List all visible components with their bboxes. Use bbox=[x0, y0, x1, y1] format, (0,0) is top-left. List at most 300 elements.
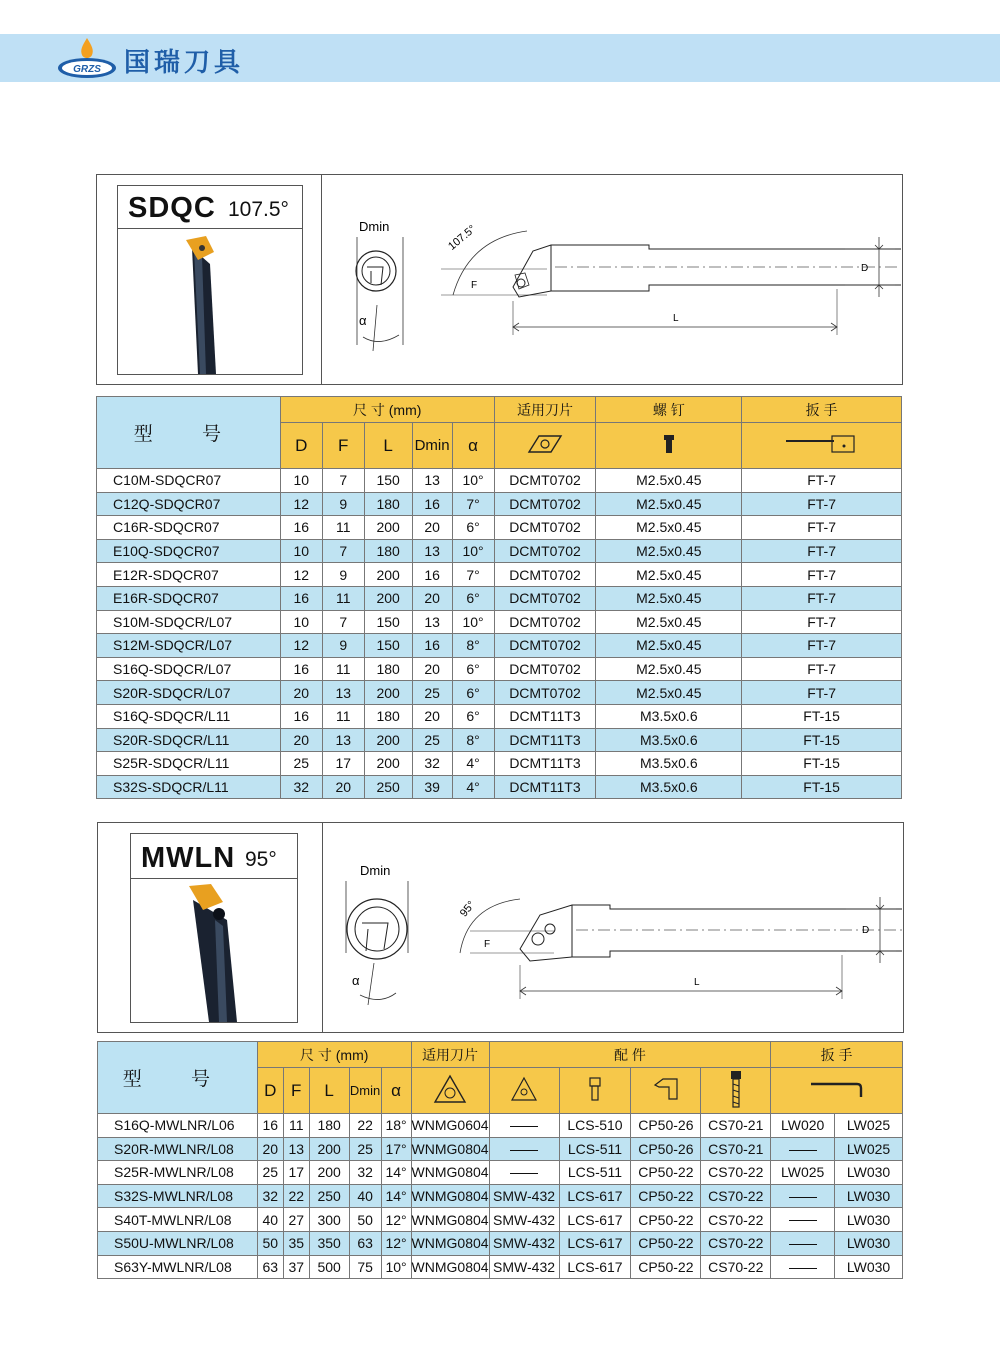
table-cell: 150 bbox=[364, 634, 412, 658]
l-label: L bbox=[694, 977, 700, 988]
table-cell: 12 bbox=[280, 634, 322, 658]
table-cell: WNMG0804 bbox=[411, 1161, 489, 1185]
table-cell: 150 bbox=[364, 610, 412, 634]
sdqc-table-row bbox=[97, 681, 902, 705]
table-cell: 37 bbox=[283, 1255, 309, 1279]
col-alpha: α bbox=[381, 1068, 411, 1114]
wrench-icon bbox=[742, 423, 902, 469]
table-cell: LW025 bbox=[835, 1114, 903, 1138]
sdqc-table-row bbox=[97, 610, 902, 634]
table-cell: 8° bbox=[452, 634, 494, 658]
mwln-table-row bbox=[98, 1161, 903, 1185]
table-cell: FT-15 bbox=[742, 704, 902, 728]
title-rule bbox=[131, 878, 297, 879]
table-cell: DCMT0702 bbox=[494, 516, 596, 540]
table-cell: 27 bbox=[283, 1208, 309, 1232]
table-cell: M2.5x0.45 bbox=[596, 539, 742, 563]
table-cell: M2.5x0.45 bbox=[596, 681, 742, 705]
table-cell: SMW-432 bbox=[489, 1184, 559, 1208]
alpha-label: α bbox=[352, 973, 360, 988]
table-cell: 6° bbox=[452, 681, 494, 705]
model-cell: S25R-MWLNR/L08 bbox=[98, 1161, 258, 1185]
table-cell: 16 bbox=[412, 492, 452, 516]
mwln-table-row bbox=[98, 1137, 903, 1161]
insert-header: 适用刀片 bbox=[411, 1042, 489, 1068]
model-cell: S32S-MWLNR/L08 bbox=[98, 1184, 258, 1208]
not-applicable-dash bbox=[510, 1173, 538, 1174]
table-cell: DCMT0702 bbox=[494, 610, 596, 634]
table-cell bbox=[489, 1114, 559, 1138]
table-cell: 75 bbox=[349, 1255, 381, 1279]
table-cell: 25 bbox=[412, 681, 452, 705]
title-rule bbox=[118, 228, 302, 229]
logo-text: GRZS bbox=[73, 64, 101, 75]
table-cell: 7 bbox=[322, 469, 364, 493]
table-cell: 25 bbox=[412, 728, 452, 752]
table-cell: LCS-617 bbox=[559, 1208, 631, 1232]
table-cell: 14° bbox=[381, 1161, 411, 1185]
table-cell: DCMT11T3 bbox=[494, 704, 596, 728]
table-cell: 7° bbox=[452, 563, 494, 587]
table-cell: DCMT0702 bbox=[494, 492, 596, 516]
table-cell: M2.5x0.45 bbox=[596, 634, 742, 658]
table-cell: LW030 bbox=[835, 1231, 903, 1255]
model-cell: S32S-SDQCR/L11 bbox=[97, 775, 281, 799]
sdqc-table-row bbox=[97, 775, 902, 799]
table-cell bbox=[771, 1208, 835, 1232]
table-cell: CP50-22 bbox=[631, 1208, 701, 1232]
table-cell: CP50-22 bbox=[631, 1184, 701, 1208]
sdqc-table-row bbox=[97, 728, 902, 752]
model-cell: S16Q-SDQCR/L11 bbox=[97, 704, 281, 728]
brand-name: 国瑞刀具 bbox=[124, 48, 245, 78]
table-cell: DCMT0702 bbox=[494, 469, 596, 493]
mwln-figure-panel bbox=[97, 822, 904, 1033]
model-cell: C12Q-SDQCR07 bbox=[97, 492, 281, 516]
table-cell: 9 bbox=[322, 492, 364, 516]
table-cell bbox=[771, 1255, 835, 1279]
f-label: F bbox=[471, 280, 478, 291]
col-dmin: Dmin bbox=[349, 1068, 381, 1114]
table-cell: FT-7 bbox=[742, 469, 902, 493]
table-cell: 200 bbox=[364, 728, 412, 752]
table-cell: 12 bbox=[280, 492, 322, 516]
brand-logo-icon bbox=[56, 36, 120, 80]
col-d: D bbox=[257, 1068, 283, 1114]
lever-icon bbox=[559, 1068, 631, 1114]
model-header: 型 号 bbox=[98, 1042, 258, 1114]
mwln-table-row bbox=[98, 1208, 903, 1232]
table-cell: 6° bbox=[452, 586, 494, 610]
table-cell: 32 bbox=[280, 775, 322, 799]
table-cell: 16 bbox=[280, 704, 322, 728]
table-cell: 17 bbox=[322, 752, 364, 776]
table-cell: FT-7 bbox=[742, 492, 902, 516]
f-label: F bbox=[484, 939, 491, 950]
size-header: 尺 寸 (mm) bbox=[280, 397, 494, 423]
table-cell: 180 bbox=[364, 492, 412, 516]
table-cell: CP50-22 bbox=[631, 1231, 701, 1255]
size-header: 尺 寸 (mm) bbox=[257, 1042, 411, 1068]
table-cell: LW020 bbox=[771, 1114, 835, 1138]
col-d: D bbox=[280, 423, 322, 469]
table-cell: 40 bbox=[257, 1208, 283, 1232]
table-cell: 9 bbox=[322, 563, 364, 587]
table-cell: 200 bbox=[364, 681, 412, 705]
table-cell: 200 bbox=[364, 563, 412, 587]
table-cell: 200 bbox=[364, 752, 412, 776]
table-cell: 13 bbox=[412, 469, 452, 493]
table-cell: 16 bbox=[412, 563, 452, 587]
table-cell: DCMT0702 bbox=[494, 657, 596, 681]
table-cell: 11 bbox=[322, 516, 364, 540]
table-cell: DCMT0702 bbox=[494, 563, 596, 587]
model-header: 型 号 bbox=[97, 397, 281, 469]
table-cell: LCS-511 bbox=[559, 1137, 631, 1161]
sdqc-angle: 107.5° bbox=[228, 198, 289, 221]
not-applicable-dash bbox=[510, 1150, 538, 1151]
table-cell: M3.5x0.6 bbox=[596, 752, 742, 776]
table-cell: 300 bbox=[309, 1208, 349, 1232]
insert-header: 适用刀片 bbox=[494, 397, 596, 423]
table-cell: LW030 bbox=[835, 1184, 903, 1208]
table-cell: 16 bbox=[257, 1114, 283, 1138]
model-cell: S20R-MWLNR/L08 bbox=[98, 1137, 258, 1161]
table-cell: 10 bbox=[280, 469, 322, 493]
table-cell: CS70-22 bbox=[701, 1231, 771, 1255]
sdqc-table-row bbox=[97, 539, 902, 563]
table-cell: M3.5x0.6 bbox=[596, 775, 742, 799]
table-cell: LW030 bbox=[835, 1255, 903, 1279]
table-cell: 180 bbox=[364, 539, 412, 563]
trigon-insert-icon bbox=[411, 1068, 489, 1114]
not-applicable-dash bbox=[789, 1268, 817, 1269]
table-cell: 20 bbox=[412, 704, 452, 728]
col-l: L bbox=[309, 1068, 349, 1114]
mwln-angle: 95° bbox=[245, 848, 277, 871]
table-cell: FT-7 bbox=[742, 681, 902, 705]
not-applicable-dash bbox=[789, 1244, 817, 1245]
not-applicable-dash bbox=[789, 1220, 817, 1221]
mwln-name: MWLN bbox=[141, 842, 236, 874]
table-cell: DCMT0702 bbox=[494, 634, 596, 658]
col-f: F bbox=[322, 423, 364, 469]
table-cell: M3.5x0.6 bbox=[596, 704, 742, 728]
table-cell: CP50-26 bbox=[631, 1114, 701, 1138]
table-cell: 25 bbox=[349, 1137, 381, 1161]
table-cell: M2.5x0.45 bbox=[596, 610, 742, 634]
mwln-table-row bbox=[98, 1184, 903, 1208]
table-cell: 180 bbox=[364, 704, 412, 728]
table-cell: 6° bbox=[452, 657, 494, 681]
model-cell: S16Q-SDQCR/L07 bbox=[97, 657, 281, 681]
table-cell: DCMT0702 bbox=[494, 681, 596, 705]
table-cell: 16 bbox=[280, 586, 322, 610]
table-cell: CS70-21 bbox=[701, 1114, 771, 1138]
alpha-label: α bbox=[359, 313, 367, 328]
table-cell: 16 bbox=[280, 516, 322, 540]
table-cell: 250 bbox=[364, 775, 412, 799]
table-cell: 20 bbox=[412, 586, 452, 610]
table-cell: CP50-22 bbox=[631, 1255, 701, 1279]
mwln-table-row bbox=[98, 1114, 903, 1138]
table-cell: 20 bbox=[280, 728, 322, 752]
table-cell: WNMG0804 bbox=[411, 1255, 489, 1279]
col-f: F bbox=[283, 1068, 309, 1114]
table-cell: M2.5x0.45 bbox=[596, 563, 742, 587]
table-cell: M3.5x0.6 bbox=[596, 728, 742, 752]
table-cell: 6° bbox=[452, 704, 494, 728]
table-cell: FT-7 bbox=[742, 610, 902, 634]
mwln-table-row bbox=[98, 1255, 903, 1279]
table-cell: DCMT11T3 bbox=[494, 728, 596, 752]
table-cell: 25 bbox=[280, 752, 322, 776]
table-cell: LCS-617 bbox=[559, 1231, 631, 1255]
table-cell: LW030 bbox=[835, 1161, 903, 1185]
table-cell: 20 bbox=[322, 775, 364, 799]
insert-icon bbox=[494, 423, 596, 469]
table-cell: FT-7 bbox=[742, 586, 902, 610]
d-label: D bbox=[862, 925, 870, 936]
table-cell: FT-7 bbox=[742, 516, 902, 540]
table-cell: 12 bbox=[280, 563, 322, 587]
screw-header: 螺 钉 bbox=[596, 397, 742, 423]
table-cell: 32 bbox=[349, 1161, 381, 1185]
shim-icon bbox=[489, 1068, 559, 1114]
table-cell: 10° bbox=[452, 610, 494, 634]
table-cell: FT-7 bbox=[742, 634, 902, 658]
table-cell: SMW-432 bbox=[489, 1255, 559, 1279]
not-applicable-dash bbox=[510, 1126, 538, 1127]
table-cell: 63 bbox=[257, 1255, 283, 1279]
table-cell: 500 bbox=[309, 1255, 349, 1279]
table-cell: 25 bbox=[257, 1161, 283, 1185]
table-cell: M2.5x0.45 bbox=[596, 516, 742, 540]
table-cell: 20 bbox=[280, 681, 322, 705]
dmin-label: Dmin bbox=[360, 863, 391, 878]
table-cell: 11 bbox=[322, 704, 364, 728]
table-cell: 11 bbox=[283, 1114, 309, 1138]
col-dmin: Dmin bbox=[412, 423, 452, 469]
not-applicable-dash bbox=[789, 1150, 817, 1151]
table-cell: WNMG0604 bbox=[411, 1114, 489, 1138]
table-cell: 11 bbox=[322, 657, 364, 681]
table-cell: LW025 bbox=[771, 1161, 835, 1185]
table-cell: DCMT11T3 bbox=[494, 775, 596, 799]
table-cell: WNMG0804 bbox=[411, 1231, 489, 1255]
model-cell: S63Y-MWLNR/L08 bbox=[98, 1255, 258, 1279]
table-cell: CS70-22 bbox=[701, 1184, 771, 1208]
table-cell: 40 bbox=[349, 1184, 381, 1208]
table-cell: 10° bbox=[381, 1255, 411, 1279]
mwln-table-row bbox=[98, 1231, 903, 1255]
table-cell: 32 bbox=[257, 1184, 283, 1208]
table-cell: FT-15 bbox=[742, 728, 902, 752]
table-cell: SMW-432 bbox=[489, 1231, 559, 1255]
table-cell: 8° bbox=[452, 728, 494, 752]
wrench-header: 扳 手 bbox=[771, 1042, 903, 1068]
model-cell: S40T-MWLNR/L08 bbox=[98, 1208, 258, 1232]
table-cell: FT-7 bbox=[742, 539, 902, 563]
sdqc-spec-table bbox=[96, 396, 902, 799]
l-label: L bbox=[673, 313, 679, 324]
table-cell: 13 bbox=[412, 539, 452, 563]
not-applicable-dash bbox=[789, 1197, 817, 1198]
mwln-spec-table bbox=[97, 1041, 903, 1279]
table-cell: WNMG0804 bbox=[411, 1208, 489, 1232]
table-cell bbox=[771, 1137, 835, 1161]
table-cell: 350 bbox=[309, 1231, 349, 1255]
table-cell: M2.5x0.45 bbox=[596, 657, 742, 681]
model-cell: S20R-SDQCR/L11 bbox=[97, 728, 281, 752]
table-cell: CP50-26 bbox=[631, 1137, 701, 1161]
table-cell: 200 bbox=[364, 586, 412, 610]
lever-screw-icon bbox=[701, 1068, 771, 1114]
table-cell: DCMT0702 bbox=[494, 539, 596, 563]
table-cell bbox=[489, 1161, 559, 1185]
table-cell: WNMG0804 bbox=[411, 1137, 489, 1161]
table-cell: FT-7 bbox=[742, 657, 902, 681]
table-cell: WNMG0804 bbox=[411, 1184, 489, 1208]
model-cell: S20R-SDQCR/L07 bbox=[97, 681, 281, 705]
table-cell: M2.5x0.45 bbox=[596, 492, 742, 516]
table-cell: LCS-617 bbox=[559, 1184, 631, 1208]
table-cell: 13 bbox=[322, 728, 364, 752]
table-cell: DCMT0702 bbox=[494, 586, 596, 610]
model-cell: E10Q-SDQCR07 bbox=[97, 539, 281, 563]
mwln-title-box bbox=[130, 833, 298, 1023]
table-cell: 20 bbox=[412, 657, 452, 681]
sdqc-table-row bbox=[97, 492, 902, 516]
table-cell: 10 bbox=[280, 539, 322, 563]
model-cell: C10M-SDQCR07 bbox=[97, 469, 281, 493]
table-cell: 14° bbox=[381, 1184, 411, 1208]
table-cell: 20 bbox=[412, 516, 452, 540]
model-cell: S50U-MWLNR/L08 bbox=[98, 1231, 258, 1255]
dmin-label: Dmin bbox=[359, 219, 390, 234]
table-cell: FT-7 bbox=[742, 563, 902, 587]
sdqc-table-body bbox=[97, 469, 902, 799]
table-cell: 22 bbox=[349, 1114, 381, 1138]
hex-key-icon bbox=[771, 1068, 903, 1114]
sdqc-table-row bbox=[97, 469, 902, 493]
sdqc-title-box bbox=[117, 185, 303, 375]
sdqc-table-row bbox=[97, 516, 902, 540]
model-cell: S16Q-MWLNR/L06 bbox=[98, 1114, 258, 1138]
table-cell: FT-15 bbox=[742, 752, 902, 776]
table-cell: 17 bbox=[283, 1161, 309, 1185]
model-cell: E12R-SDQCR07 bbox=[97, 563, 281, 587]
sdqc-table-row bbox=[97, 586, 902, 610]
wrench-header: 扳 手 bbox=[742, 397, 902, 423]
parts-header: 配 件 bbox=[489, 1042, 771, 1068]
table-cell: 16 bbox=[280, 657, 322, 681]
table-cell: 16 bbox=[412, 634, 452, 658]
table-cell: DCMT11T3 bbox=[494, 752, 596, 776]
table-cell: 50 bbox=[349, 1208, 381, 1232]
table-cell: 250 bbox=[309, 1184, 349, 1208]
table-cell bbox=[771, 1184, 835, 1208]
col-l: L bbox=[364, 423, 412, 469]
table-cell: 7° bbox=[452, 492, 494, 516]
table-cell: LW030 bbox=[835, 1208, 903, 1232]
table-cell: 6° bbox=[452, 516, 494, 540]
table-cell: M2.5x0.45 bbox=[596, 469, 742, 493]
table-cell: 4° bbox=[452, 752, 494, 776]
table-cell: 13 bbox=[283, 1137, 309, 1161]
panel-divider bbox=[322, 823, 323, 1032]
table-cell: CS70-22 bbox=[701, 1161, 771, 1185]
table-cell: CP50-22 bbox=[631, 1161, 701, 1185]
table-cell: 150 bbox=[364, 469, 412, 493]
table-cell: LCS-511 bbox=[559, 1161, 631, 1185]
table-cell: 35 bbox=[283, 1231, 309, 1255]
mwln-technical-drawing bbox=[324, 823, 902, 1031]
sdqc-table-row bbox=[97, 657, 902, 681]
angle-label: 107.5° bbox=[446, 223, 479, 253]
panel-divider bbox=[321, 175, 322, 384]
mwln-tool-photo-icon bbox=[131, 880, 297, 1022]
table-cell: 200 bbox=[309, 1161, 349, 1185]
table-cell: 180 bbox=[364, 657, 412, 681]
table-cell bbox=[771, 1231, 835, 1255]
angle-label: 95° bbox=[457, 898, 478, 920]
table-cell: 12° bbox=[381, 1208, 411, 1232]
table-cell: 63 bbox=[349, 1231, 381, 1255]
sdqc-table-row bbox=[97, 704, 902, 728]
table-cell: 7 bbox=[322, 610, 364, 634]
table-cell: 13 bbox=[412, 610, 452, 634]
table-cell: 13 bbox=[322, 681, 364, 705]
model-cell: E16R-SDQCR07 bbox=[97, 586, 281, 610]
sdqc-table-row bbox=[97, 752, 902, 776]
table-cell: CS70-21 bbox=[701, 1137, 771, 1161]
mwln-table-body bbox=[98, 1114, 903, 1279]
table-cell: SMW-432 bbox=[489, 1208, 559, 1232]
table-cell: 22 bbox=[283, 1184, 309, 1208]
table-cell: 50 bbox=[257, 1231, 283, 1255]
table-cell: M2.5x0.45 bbox=[596, 586, 742, 610]
table-cell: CS70-22 bbox=[701, 1208, 771, 1232]
table-cell: 18° bbox=[381, 1114, 411, 1138]
table-cell: LCS-617 bbox=[559, 1255, 631, 1279]
table-cell: 9 bbox=[322, 634, 364, 658]
model-cell: S10M-SDQCR/L07 bbox=[97, 610, 281, 634]
col-alpha: α bbox=[452, 423, 494, 469]
table-cell: LW025 bbox=[835, 1137, 903, 1161]
sdqc-technical-drawing bbox=[323, 175, 901, 383]
model-cell: S12M-SDQCR/L07 bbox=[97, 634, 281, 658]
table-cell: 10 bbox=[280, 610, 322, 634]
table-cell: 11 bbox=[322, 586, 364, 610]
table-cell: FT-15 bbox=[742, 775, 902, 799]
table-cell: 32 bbox=[412, 752, 452, 776]
table-cell: 7 bbox=[322, 539, 364, 563]
clamp-pin-icon bbox=[631, 1068, 701, 1114]
table-cell: 10° bbox=[452, 469, 494, 493]
table-cell: 4° bbox=[452, 775, 494, 799]
model-cell: C16R-SDQCR07 bbox=[97, 516, 281, 540]
table-cell: 10° bbox=[452, 539, 494, 563]
sdqc-tool-photo-icon bbox=[118, 230, 302, 374]
table-cell: 200 bbox=[309, 1137, 349, 1161]
screw-icon bbox=[596, 423, 742, 469]
sdqc-table-row bbox=[97, 563, 902, 587]
table-cell: CS70-22 bbox=[701, 1255, 771, 1279]
table-cell: 180 bbox=[309, 1114, 349, 1138]
sdqc-table-row bbox=[97, 634, 902, 658]
d-label: D bbox=[861, 263, 869, 274]
